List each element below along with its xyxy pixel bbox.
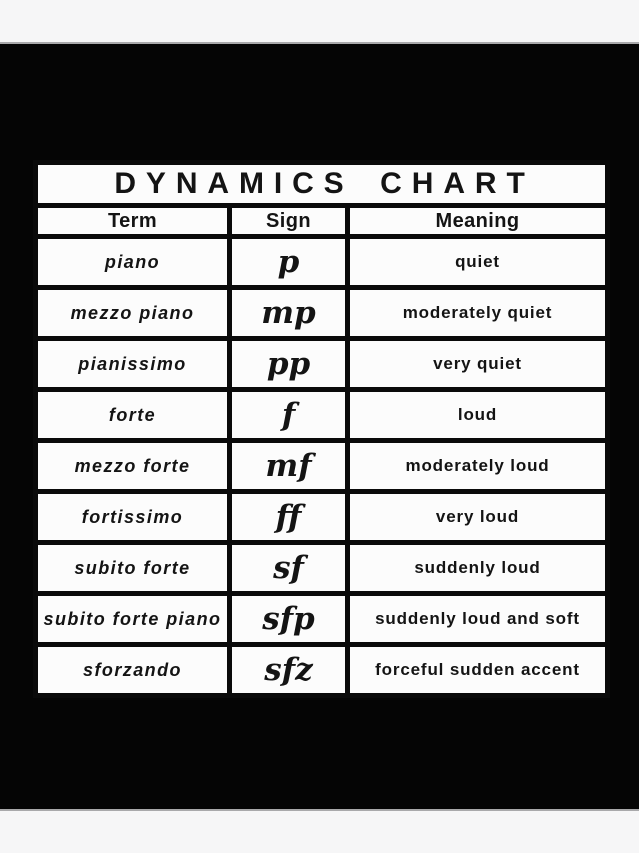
term-cell: fortissimo: [36, 492, 230, 543]
table-row: [36, 390, 608, 441]
table-row: [36, 645, 608, 696]
bottom-strip: [0, 809, 639, 853]
table-row: [36, 594, 608, 645]
term-cell: subito forte: [36, 543, 230, 594]
table-row: [36, 543, 608, 594]
column-header-sign: Sign: [230, 206, 348, 237]
table-row: [36, 339, 608, 390]
sign-cell: sfz: [230, 645, 348, 696]
sign-cell: pp: [230, 339, 348, 390]
term-cell: forte: [36, 390, 230, 441]
sign-cell: mf: [230, 441, 348, 492]
table-row: [36, 237, 608, 288]
meaning-cell: suddenly loud: [348, 543, 608, 594]
term-cell: mezzo forte: [36, 441, 230, 492]
meaning-cell: moderately loud: [348, 441, 608, 492]
sign-cell: sfp: [230, 594, 348, 645]
term-cell: mezzo piano: [36, 288, 230, 339]
meaning-cell: loud: [348, 390, 608, 441]
meaning-cell: quiet: [348, 237, 608, 288]
meaning-cell: forceful sudden accent: [348, 645, 608, 696]
sign-cell: f: [230, 390, 348, 441]
table-row: [36, 288, 608, 339]
top-strip: [0, 0, 639, 44]
meaning-cell: very loud: [348, 492, 608, 543]
column-header-term: Term: [36, 206, 230, 237]
table-row: [36, 492, 608, 543]
dynamics-table: [33, 160, 610, 698]
chart-title: DYNAMICS CHART: [36, 163, 608, 206]
table-body: [36, 237, 608, 696]
term-cell: pianissimo: [36, 339, 230, 390]
term-cell: subito forte piano: [36, 594, 230, 645]
meaning-cell: moderately quiet: [348, 288, 608, 339]
sign-cell: sf: [230, 543, 348, 594]
column-header-meaning: Meaning: [348, 206, 608, 237]
meaning-cell: suddenly loud and soft: [348, 594, 608, 645]
table-row: [36, 441, 608, 492]
sign-cell: mp: [230, 288, 348, 339]
term-cell: sforzando: [36, 645, 230, 696]
sign-cell: ff: [230, 492, 348, 543]
sign-cell: p: [230, 237, 348, 288]
term-cell: piano: [36, 237, 230, 288]
meaning-cell: very quiet: [348, 339, 608, 390]
title-row: [36, 163, 608, 206]
header-row: [36, 206, 608, 237]
